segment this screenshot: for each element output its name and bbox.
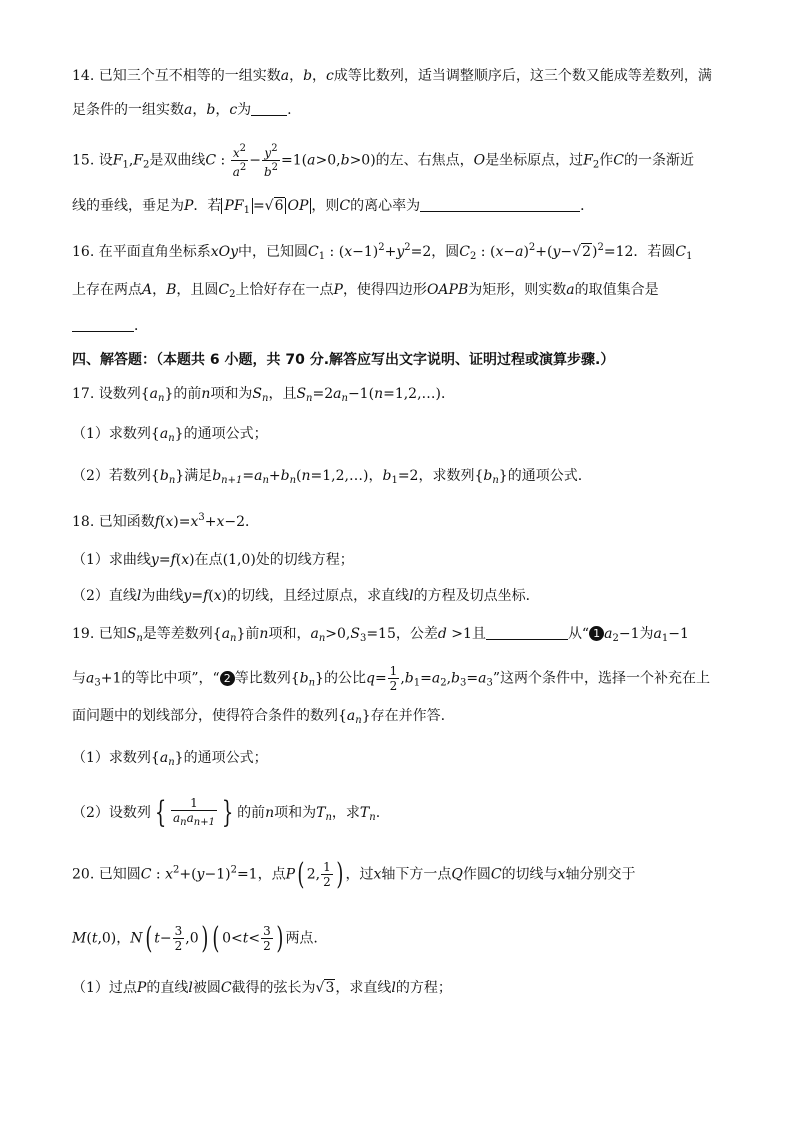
answer-blank — [420, 197, 580, 212]
q16-line-3: ． — [72, 316, 732, 336]
q19-line-1: 19. 已知$S_n$是等差数列$\{a_n\}$前n项和，$a_n>0,S_3=15$，公差d >1且 从“ 1 $a_2-1$为$a_1-1$ — [72, 626, 689, 644]
q19-part-2: （2）设数列 { $\frac{1}{a_na_{n+1}}$ } 的前n项和为$T_n$，求$T_n$. — [72, 795, 381, 830]
answer-blank — [251, 101, 287, 116]
q15-line-1: 15. 设$F_1,F_2$是双曲线C : $\frac{x^2}{a^2}$ − $\frac{y^2}{b^2}$ =1(a>0,b>0)的左、右焦点，O是坐标原点，过$F_2$作C的一条渐近 — [72, 143, 694, 179]
q17-line-1: 17. 设数列$\{a_n\}$的前n项和为$S_n$，且$S_n=2a_n-1(n=1,2,\dots)$． — [72, 386, 456, 404]
q19-line-3: 面问题中的划线部分，使得符合条件的数列$\{a_n\}$存在并作答. — [72, 708, 446, 726]
answer-blank — [72, 317, 134, 332]
q17-part-1: （1）求数列$\{a_n\}$的通项公式； — [72, 426, 268, 444]
q14-line-1: 14. 已知三个互不相等的一组实数a，b，c成等比数列，适当调整顺序后，这三个数又能成等差数列，满 — [72, 68, 712, 84]
q17-part-2: （2）若数列$\{b_n\}$满足$b_{n+1}=a_n+b_n(n=1,2,\dots)$，$b_1=2$，求数列$\{b_n\}$的通项公式. — [72, 468, 583, 486]
q18-part-1: （1）求曲线y=f(x)在点(1,0)处的切线方程； — [72, 552, 354, 568]
answer-blank — [486, 625, 568, 640]
circled-one-icon: 1 — [589, 626, 604, 641]
q20-line-1: 20. 已知圆C : $x^2+(y-1)^2=1$，点P( 2, $\frac{1}{2}$ ) ，过x轴下方一点Q作圆C的切线与x轴分别交于 — [72, 856, 636, 892]
q20-part-1: （1）过点P的直线l被圆C截得的弦长为√3，求直线l的方程； — [72, 980, 452, 996]
section-heading: 四、解答题：（本题共 6 小题，共 70 分.解答应写出文字说明、证明过程或演算步骤.） — [72, 352, 615, 368]
q14-line-2: 足条件的一组实数a，b，c为 . — [72, 102, 292, 118]
q18-line-1: 18. 已知函数$f(x)=x^3+x-2$． — [72, 512, 260, 530]
q19-line-2: 与$a_3+1$的等比中项”，“ 2 等比数列$\{b_n\}$的公比q= $\frac{1}{2}$ $,b_1=a_2,b_3=a_3$”这两个条件中，选择一个补充在上 — [72, 664, 711, 693]
q16-line-2: 上存在两点A，B，且圆$C_2$上恰好存在一点P，使得四边形OAPB为矩形，则实数a的取值集合是 — [72, 282, 659, 300]
q20-line-2: M(t,0)，N( t− $\frac{3}{2}$ ,0) ( 0<t< $\frac{3}{2}$ ) 两点. — [72, 920, 318, 956]
q16-line-1: 16. 在平面直角坐标系xOy中，已知圆$C_1$ : $(x-1)^2+y^2=2$，圆$C_2$ : $(x-a)^2+(y-√2)^2=12$．若圆$C_1$ — [72, 242, 693, 262]
q15-line-2: 线的垂线，垂足为P．若 $PF_1 =√6$ OP ，则C的离心率为 ． — [72, 198, 595, 216]
q18-part-2: （2）直线l为曲线y=f(x)的切线，且经过原点，求直线l的方程及切点坐标． — [72, 588, 540, 604]
circled-two-icon: 2 — [220, 671, 235, 686]
q19-part-1: （1）求数列$\{a_n\}$的通项公式； — [72, 750, 268, 768]
